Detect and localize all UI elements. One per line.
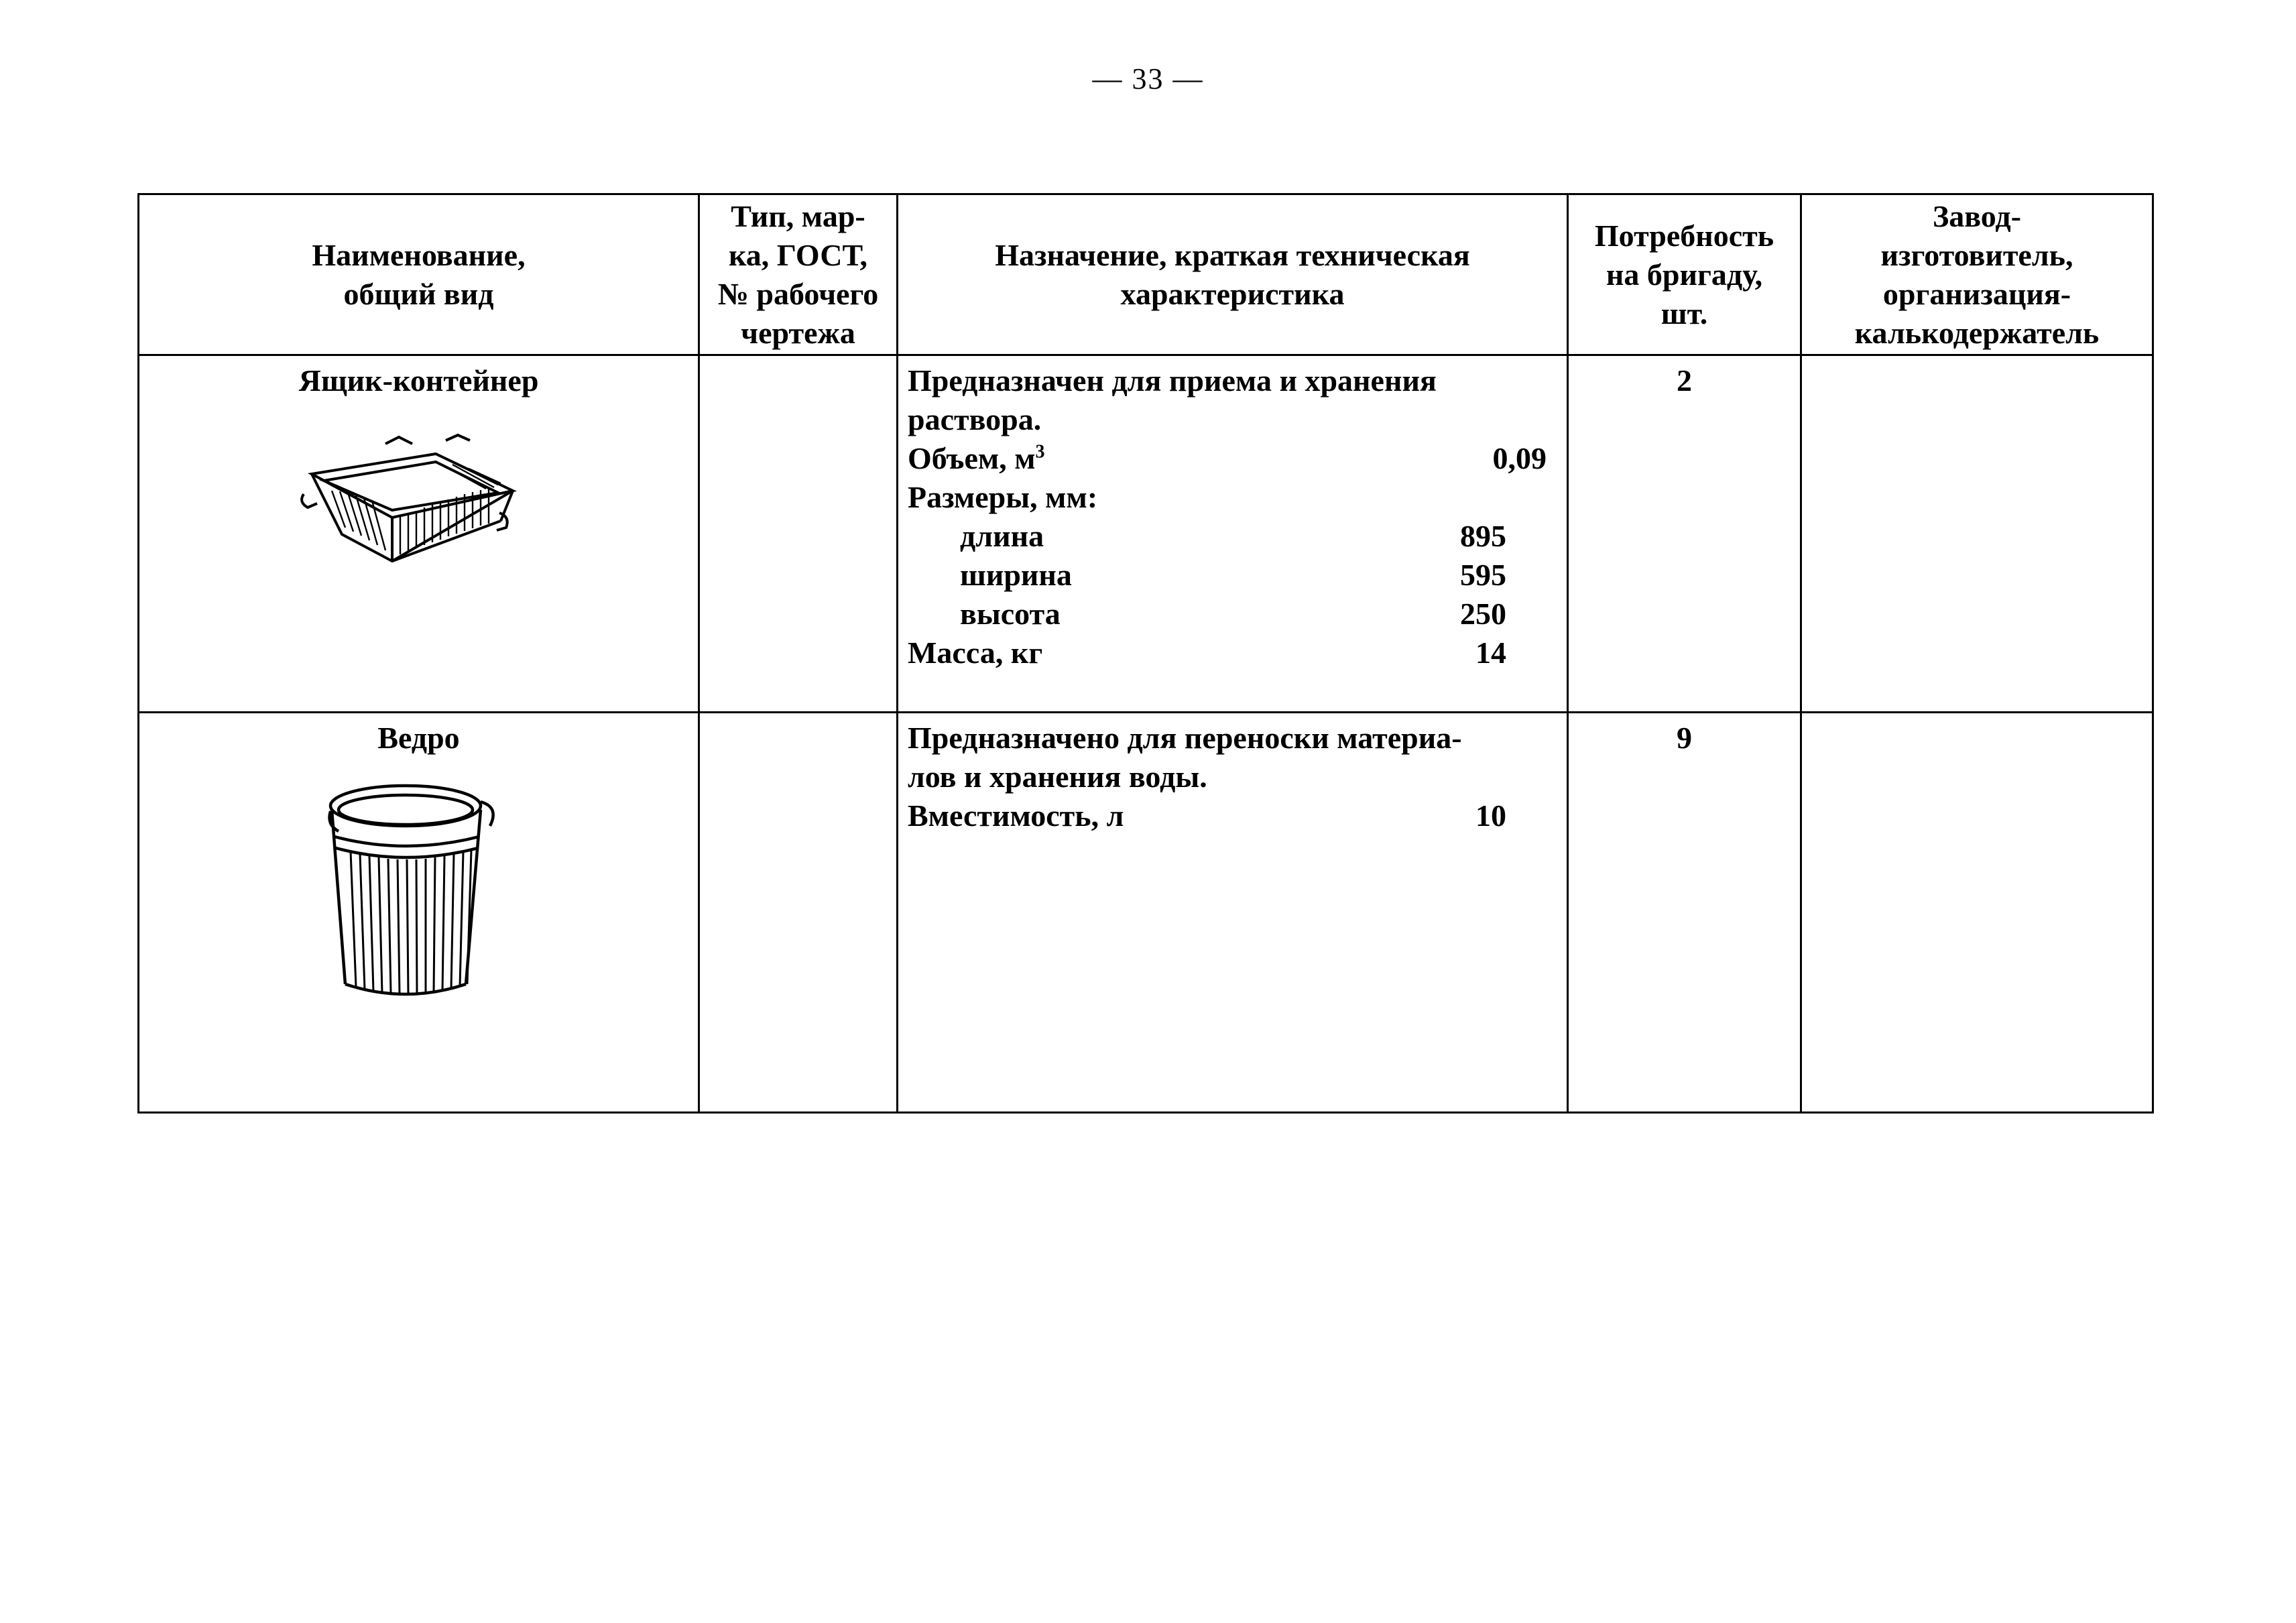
table-row [139,355,2153,713]
table-row [139,713,2153,1113]
spec-length: длина 895 [960,519,1506,553]
spec-dimensions-label: Размеры, мм: [908,480,1098,514]
cell-quantity: 2 [1568,355,1801,713]
header-name: Наименование, общий вид [139,194,699,355]
spec-mass: Масса, кг 14 [908,636,1506,670]
header-manufacturer: Завод- изготовитель, организация- калькодержатель [1801,194,2153,355]
header-purpose: Назначение, краткая техническая характеристика [898,194,1568,355]
spec-width: ширина 595 [960,558,1506,592]
cell-quantity: 9 [1568,713,1801,1113]
header-type: Тип, мар- ка, ГОСТ, № рабочего чертежа [699,194,898,355]
spec-height: высота 250 [960,597,1506,631]
table-header-row [139,194,2153,355]
bucket-illustration [318,778,520,1012]
item-description: Предназначен для приема и хранения раствора. [908,363,1437,436]
equipment-table [137,193,2154,1114]
cell-description [898,355,1568,713]
item-name: Ящик-контейнер [298,363,539,398]
cell-manufacturer [1801,713,2153,1113]
page-number: — 33 — [1092,62,1204,95]
item-description-line2: лов и хранения воды. [908,760,1207,794]
cell-manufacturer [1801,355,2153,713]
cell-name [139,355,699,713]
cell-name [139,713,699,1113]
cell-type [699,713,898,1113]
item-description-line1: Предназначено для переноски материа- [908,721,1462,755]
item-name: Ведро [377,721,460,755]
container-box-illustration [285,427,553,575]
header-quantity: Потребность на бригаду, шт. [1568,194,1801,355]
cell-description [898,713,1568,1113]
spec-capacity: Вместимость, л 10 [908,798,1506,833]
spec-volume: Объем, $м^3$ 0,09 [908,441,1547,475]
cell-type [699,355,898,713]
